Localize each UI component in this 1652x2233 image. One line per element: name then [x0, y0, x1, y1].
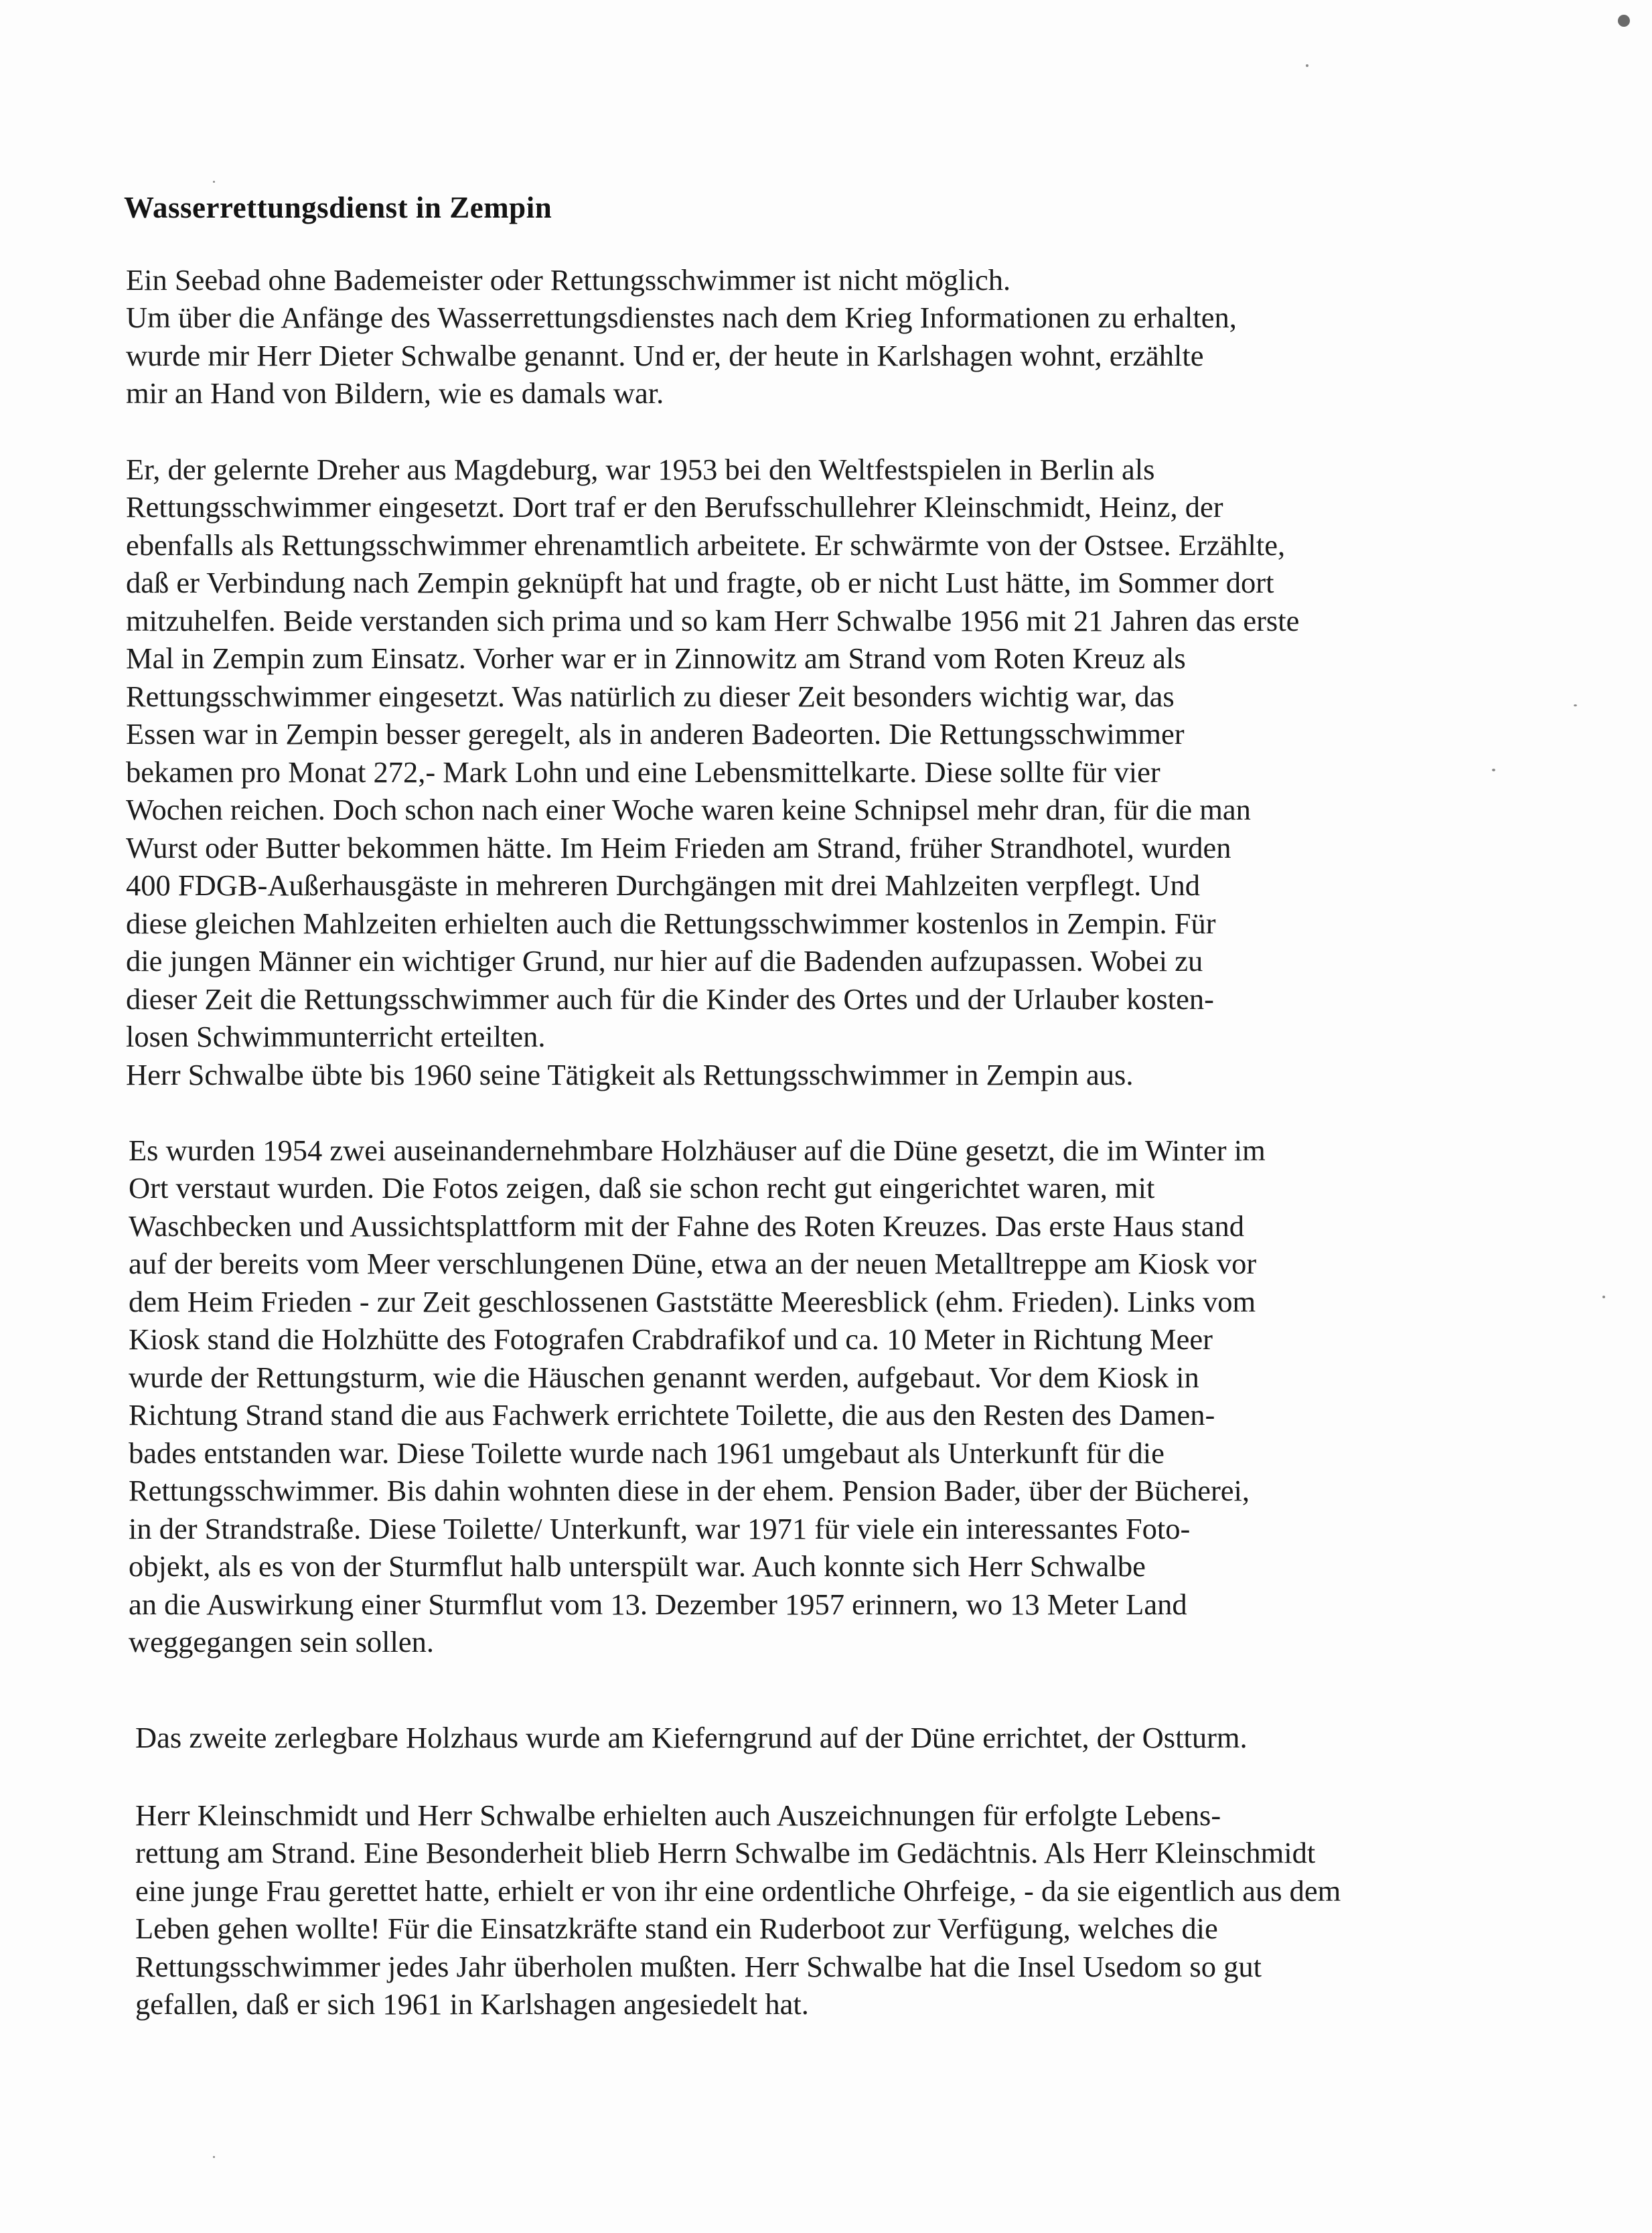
text-line: wurde der Rettungsturm, wie die Häuschen genannt werden, aufgebaut. Vor dem Kiosk in — [129, 1361, 1199, 1394]
text-line: Ort verstaut wurden. Die Fotos zeigen, daß sie schon recht gut eingerichtet waren, mit — [129, 1171, 1155, 1205]
text-line: Rettungsschwimmer eingesetzt. Was natürlich zu dieser Zeit besonders wichtig war, das — [126, 680, 1175, 713]
text-line: ebenfalls als Rettungsschwimmer ehrenamtlich arbeitete. Er schwärmte von der Ostsee. Erzählte, — [126, 528, 1286, 562]
text-line: losen Schwimmunterricht erteilten. — [126, 1020, 546, 1053]
text-line: Rettungsschwimmer. Bis dahin wohnten diese in der ehem. Pension Bader, über der Bücherei, — [129, 1474, 1250, 1507]
text-line: dieser Zeit die Rettungsschwimmer auch für die Kinder des Ortes und der Urlauber kosten- — [126, 982, 1214, 1016]
text-line: Rettungsschwimmer eingesetzt. Dort traf er den Berufsschullehrer Kleinschmidt, Heinz, der — [126, 490, 1223, 524]
text-line: 400 FDGB-Außerhausgäste in mehreren Durchgängen mit drei Mahlzeiten verpflegt. Und — [126, 868, 1200, 902]
text-line: Ein Seebad ohne Bademeister oder Rettungsschwimmer ist nicht möglich. — [126, 263, 1011, 297]
text-line: an die Auswirkung einer Sturmflut vom 13. Dezember 1957 erinnern, wo 13 Meter Land — [129, 1588, 1187, 1621]
text-line: Das zweite zerlegbare Holzhaus wurde am Kieferngrund auf der Düne errichtet, der Ostturm. — [135, 1721, 1248, 1754]
document-title: Wasserrettungsdienst in Zempin — [124, 191, 552, 224]
scan-speck — [1306, 64, 1308, 67]
text-line: Wochen reichen. Doch schon nach einer Woche waren keine Schnipsel mehr dran, für die man — [126, 793, 1251, 826]
text-line: Rettungsschwimmer jedes Jahr überholen mußten. Herr Schwalbe hat die Insel Usedom so gut — [135, 1950, 1262, 1983]
text-line: Um über die Anfänge des Wasserrettungsdienstes nach dem Krieg Informationen zu erhalten, — [126, 301, 1237, 334]
text-line: Richtung Strand stand die aus Fachwerk errichtete Toilette, die aus den Resten des Damen- — [129, 1398, 1215, 1432]
text-line: gefallen, daß er sich 1961 in Karlshagen angesiedelt hat. — [135, 1987, 809, 2021]
scan-speck — [1618, 15, 1630, 27]
scan-speck — [213, 181, 215, 183]
text-line: Herr Schwalbe übte bis 1960 seine Tätigkeit als Rettungsschwimmer in Zempin aus. — [126, 1058, 1134, 1091]
scan-speck — [1602, 1296, 1605, 1298]
text-line: mir an Hand von Bildern, wie es damals war. — [126, 376, 664, 410]
text-line: Kiosk stand die Holzhütte des Fotografen Crabdrafikof und ca. 10 Meter in Richtung Meer — [129, 1322, 1213, 1356]
text-line: Er, der gelernte Dreher aus Magdeburg, war 1953 bei den Weltfestspielen in Berlin als — [126, 453, 1155, 486]
text-line: bades entstanden war. Diese Toilette wurde nach 1961 umgebaut als Unterkunft für die — [129, 1436, 1165, 1470]
text-line: bekamen pro Monat 272,- Mark Lohn und eine Lebensmittelkarte. Diese sollte für vier — [126, 755, 1160, 789]
text-line: Leben gehen wollte! Für die Einsatzkräfte stand ein Ruderboot zur Verfügung, welches die — [135, 1912, 1218, 1945]
scan-speck — [1574, 704, 1577, 706]
text-line: Essen war in Zempin besser geregelt, als in anderen Badeorten. Die Rettungsschwimmer — [126, 717, 1185, 751]
text-line: eine junge Frau gerettet hatte, erhielt er von ihr eine ordentliche Ohrfeige, - da sie eigentlich aus dem — [135, 1874, 1341, 1908]
text-line: Waschbecken und Aussichtsplattform mit der Fahne des Roten Kreuzes. Das erste Haus stand — [129, 1209, 1244, 1243]
text-line: diese gleichen Mahlzeiten erhielten auch die Rettungsschwimmer kostenlos in Zempin. Für — [126, 907, 1216, 940]
scan-speck — [1492, 769, 1495, 771]
text-line: Es wurden 1954 zwei auseinandernehmbare Holzhäuser auf die Düne gesetzt, die im Winter im — [129, 1134, 1266, 1167]
text-line: dem Heim Frieden - zur Zeit geschlossenen Gaststätte Meeresblick (ehm. Frieden). Links vom — [129, 1285, 1256, 1318]
text-line: mitzuhelfen. Beide verstanden sich prima und so kam Herr Schwalbe 1956 mit 21 Jahren das erste — [126, 604, 1300, 637]
text-line: wurde mir Herr Dieter Schwalbe genannt. Und er, der heute in Karlshagen wohnt, erzählte — [126, 339, 1204, 372]
text-line: objekt, als es von der Sturmflut halb unterspült war. Auch konnte sich Herr Schwalbe — [129, 1549, 1146, 1583]
text-line: Herr Kleinschmidt und Herr Schwalbe erhielten auch Auszeichnungen für erfolgte Lebens- — [135, 1798, 1221, 1832]
text-line: Mal in Zempin zum Einsatz. Vorher war er in Zinnowitz am Strand vom Roten Kreuz als — [126, 641, 1186, 675]
scan-speck — [213, 2156, 215, 2158]
text-line: rettung am Strand. Eine Besonderheit blieb Herrn Schwalbe im Gedächtnis. Als Herr Kleinschmidt — [135, 1836, 1316, 1869]
text-line: daß er Verbindung nach Zempin geknüpft hat und fragte, ob er nicht Lust hätte, im Sommer dort — [126, 566, 1274, 599]
text-line: auf der bereits vom Meer verschlungenen Düne, etwa an der neuen Metalltreppe am Kiosk vor — [129, 1247, 1257, 1280]
text-line: in der Strandstraße. Diese Toilette/ Unterkunft, war 1971 für viele ein interessantes Foto- — [129, 1512, 1191, 1545]
text-line: die jungen Männer ein wichtiger Grund, nur hier auf die Badenden aufzupassen. Wobei zu — [126, 944, 1203, 978]
text-line: weggegangen sein sollen. — [129, 1625, 434, 1659]
text-line: Wurst oder Butter bekommen hätte. Im Heim Frieden am Strand, früher Strandhotel, wurden — [126, 831, 1231, 864]
